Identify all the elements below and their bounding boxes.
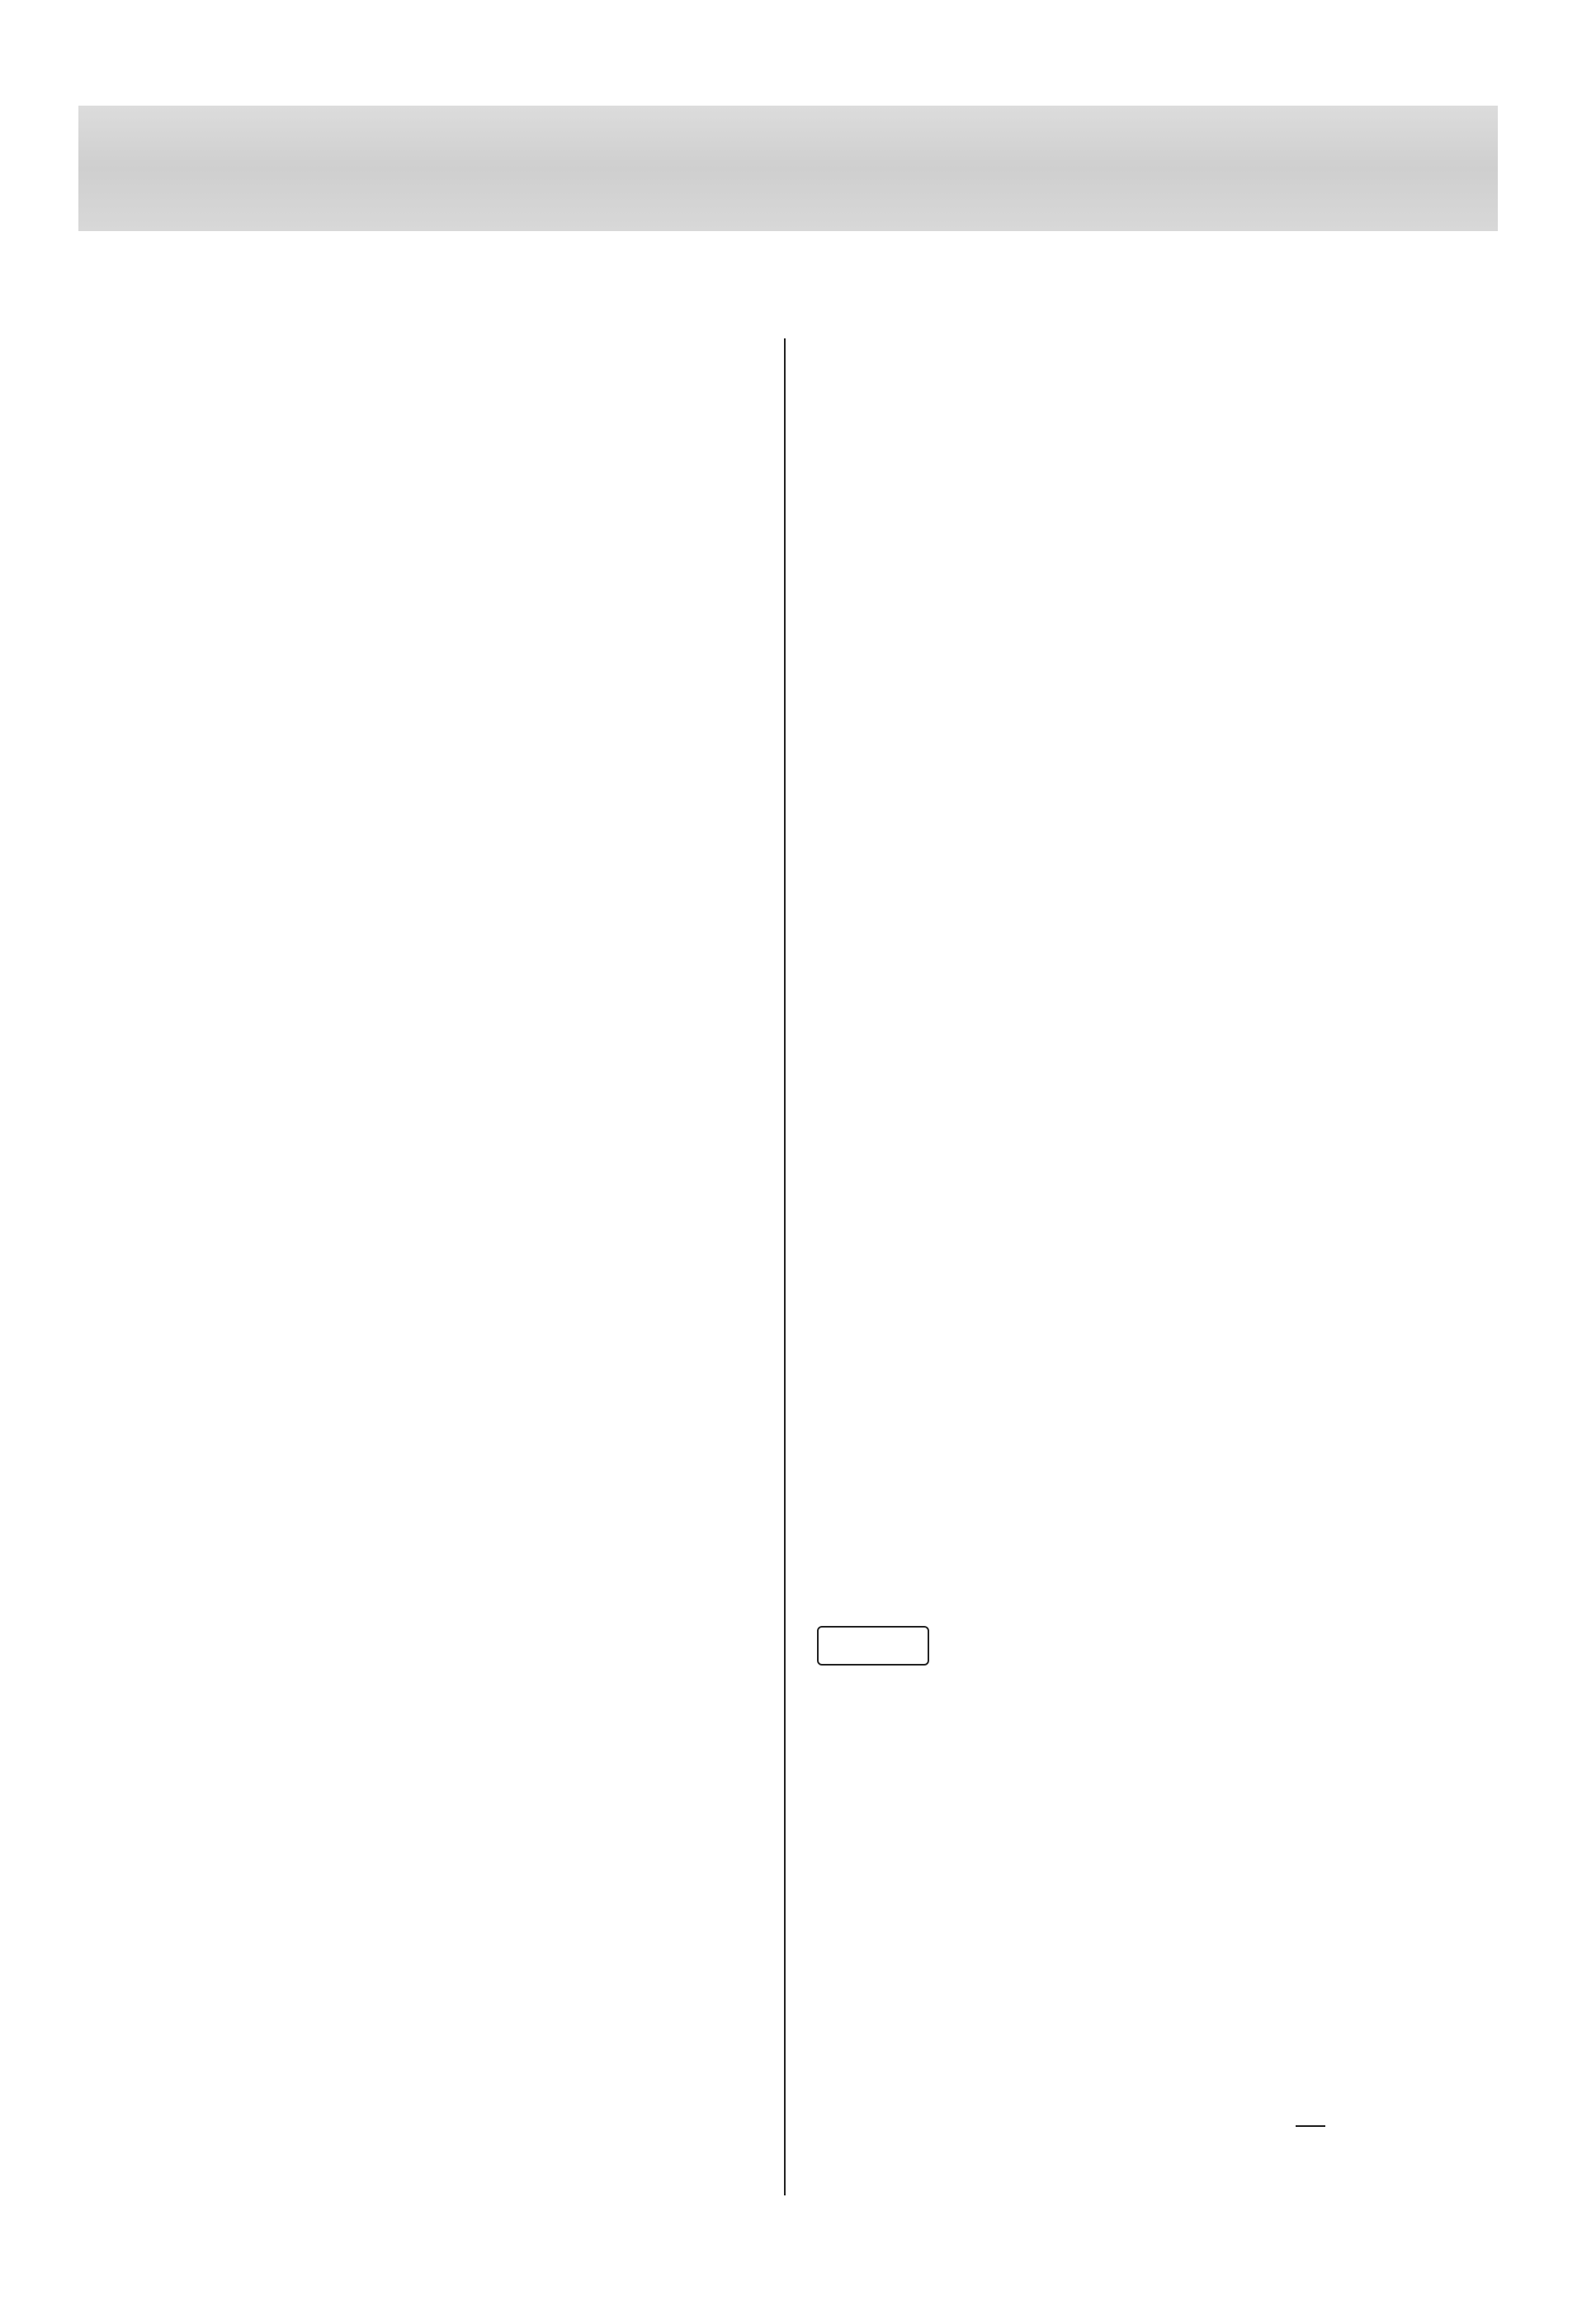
review-badge	[817, 1626, 929, 1666]
fraction-bar	[1296, 2125, 1325, 2127]
column-divider	[784, 338, 786, 2195]
fraction-one-third	[1296, 2125, 1325, 2127]
title-banner	[78, 106, 1498, 231]
